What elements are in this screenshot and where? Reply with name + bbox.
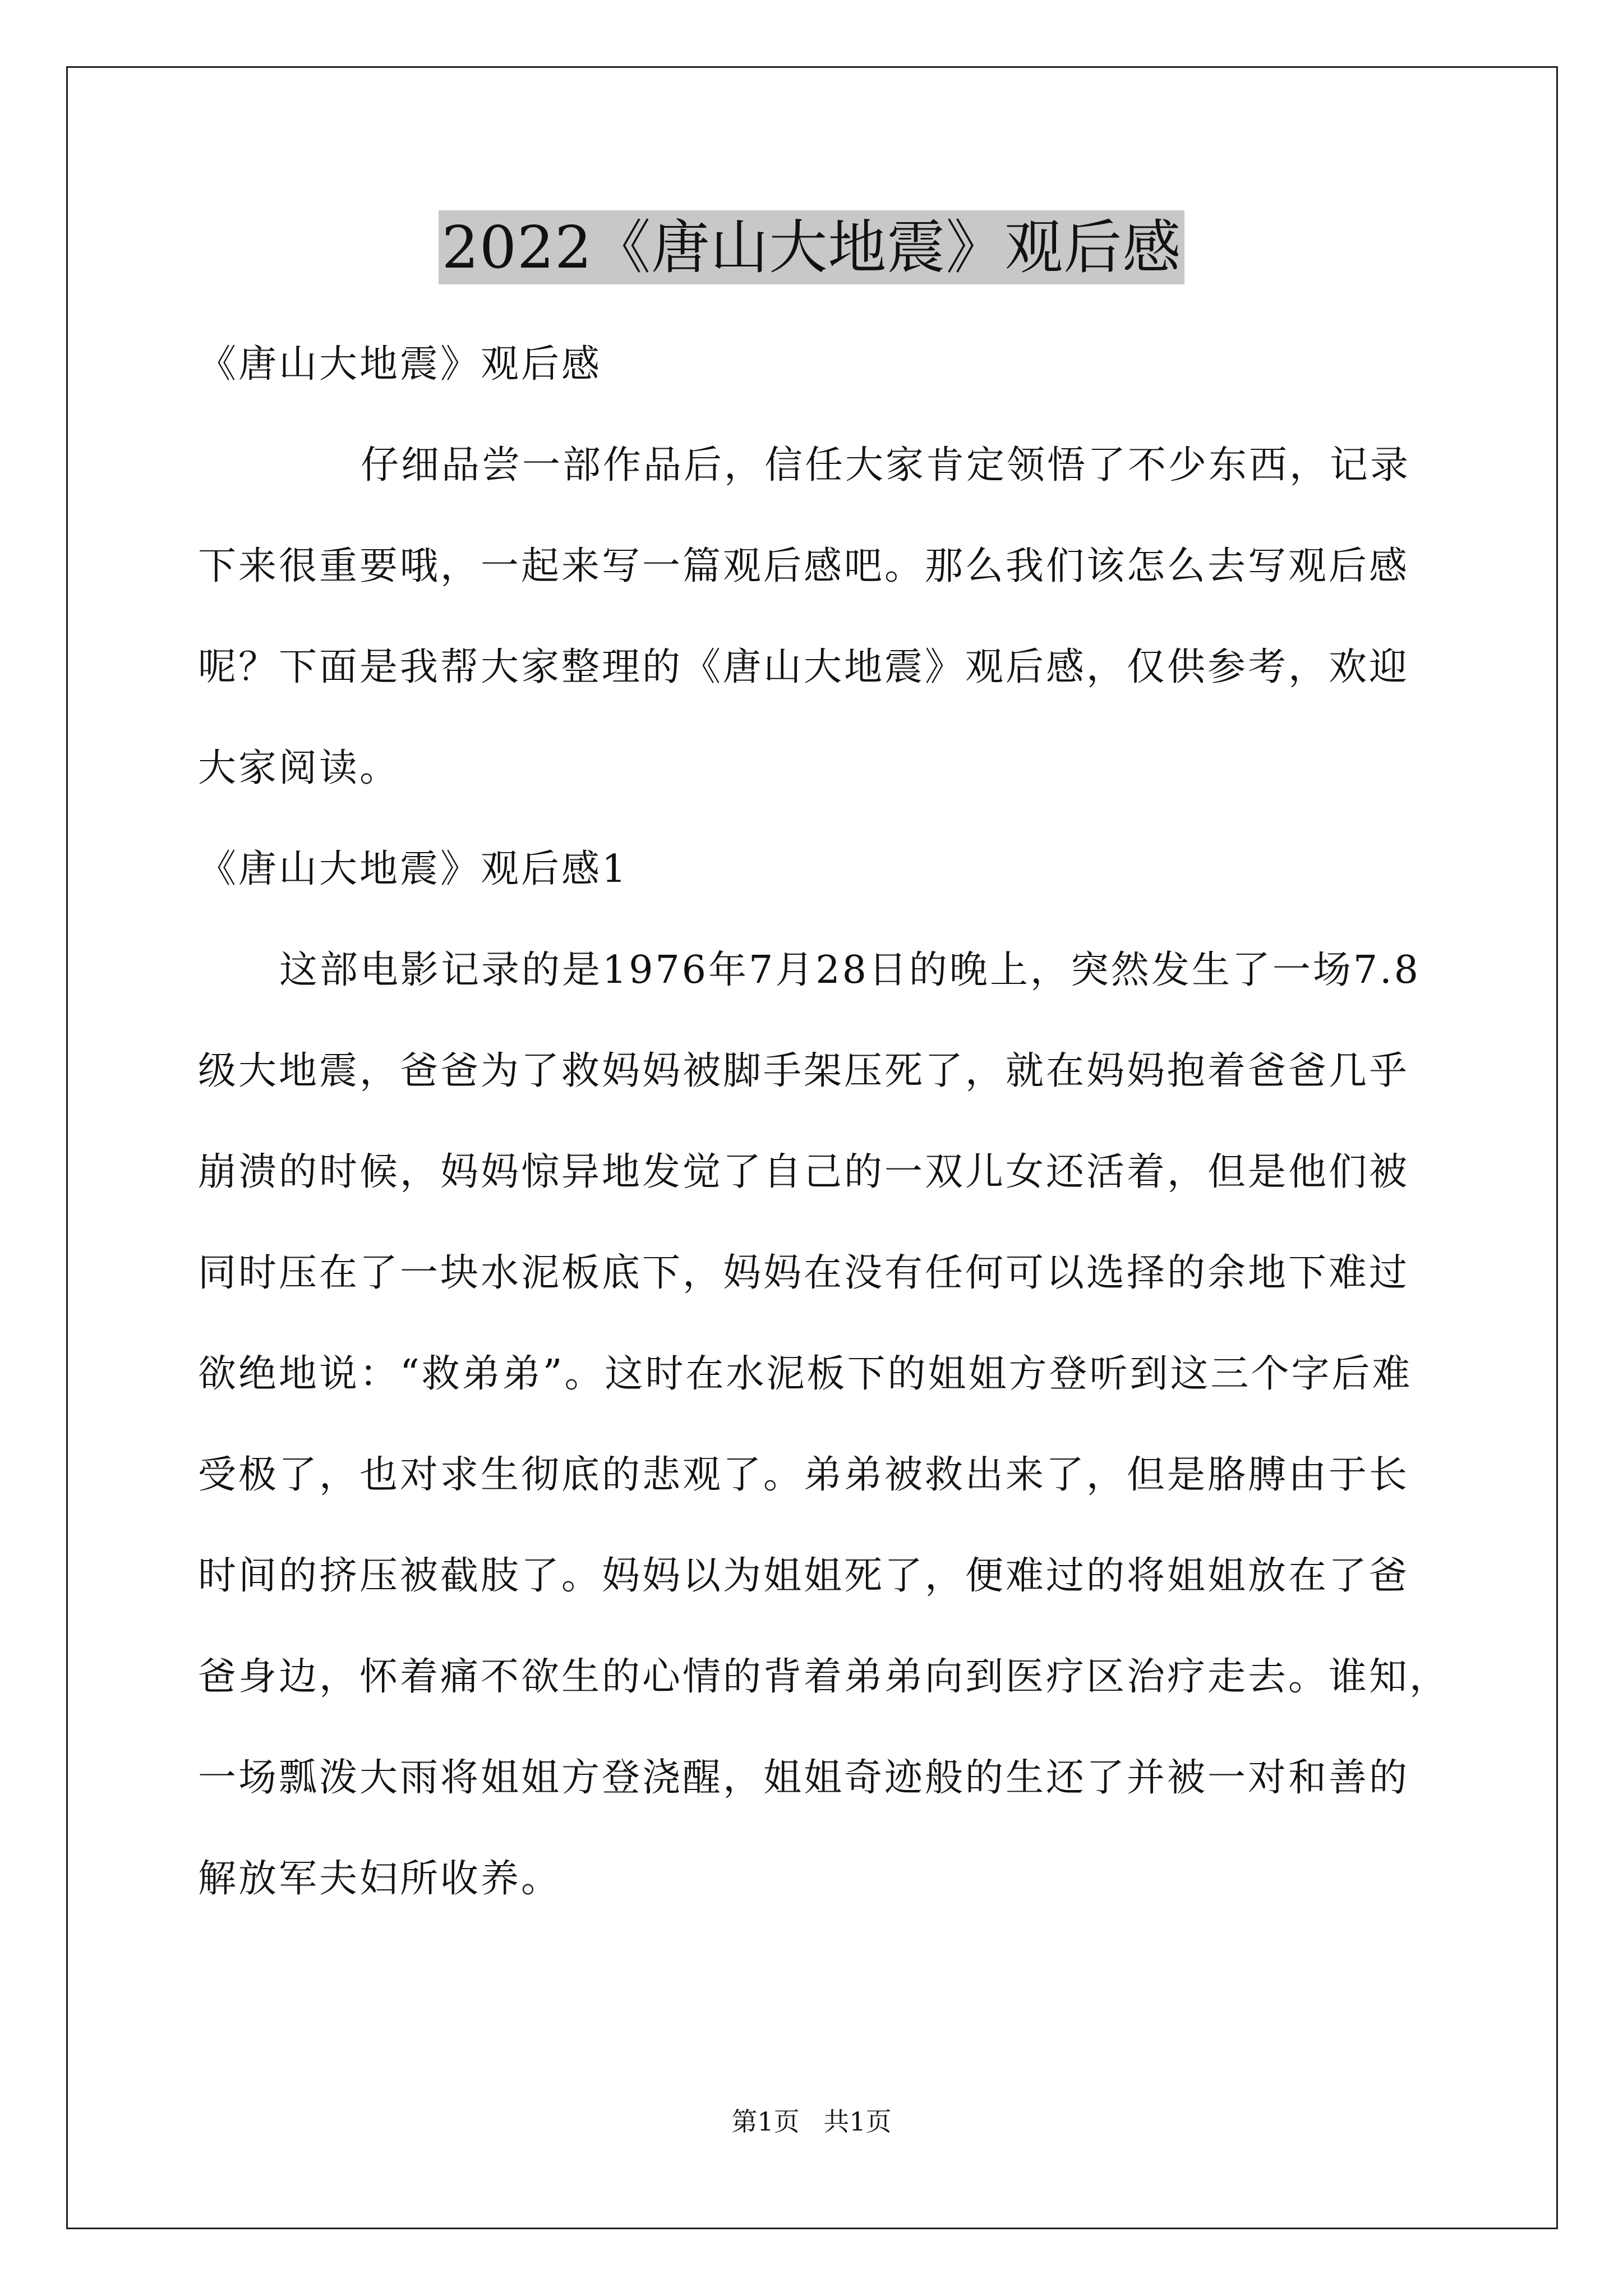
body-line: 同时压在了一块水泥板底下，妈妈在没有任何可以选择的余地下难过: [198, 1251, 1410, 1295]
body-line: 解放军夫妇所收养。: [198, 1857, 562, 1901]
title-container: [0, 210, 1623, 284]
body-line: 级大地震，爸爸为了救妈妈被脚手架压死了，就在妈妈抱着爸爸几乎: [198, 1049, 1410, 1093]
body-line: 爸身边，怀着痛不欲生的心情的背着弟弟向到医疗区治疗走去。谁知，: [198, 1655, 1450, 1699]
intro-line: 下来很重要哦，一起来写一篇观后感吧。那么我们该怎么去写观后感: [198, 544, 1410, 588]
section-heading: 《唐山大地震》观后感1: [198, 847, 629, 891]
intro-line: 仔细品尝一部作品后，信任大家肯定领悟了不少东西，记录: [361, 443, 1411, 487]
body-line: 受极了，也对求生彻底的悲观了。弟弟被救出来了，但是胳膊由于长: [198, 1453, 1410, 1497]
body-line: 崩溃的时候，妈妈惊异地发觉了自己的一双儿女还活着，但是他们被: [198, 1150, 1410, 1194]
body-line: 欲绝地说：“救弟弟”。这时在水泥板下的姐姐方登听到这三个字后难: [198, 1352, 1413, 1396]
page-number: 第1页: [731, 2106, 800, 2137]
document-title: 2022《唐山大地震》观后感: [439, 210, 1185, 284]
page-footer: [0, 2105, 1623, 2138]
page-count: 共1页: [823, 2106, 892, 2137]
body-line: 时间的挤压被截肢了。妈妈以为姐姐死了，便难过的将姐姐放在了爸: [198, 1554, 1410, 1598]
section-heading: 《唐山大地震》观后感: [198, 342, 602, 386]
body-line: 一场瓢泼大雨将姐姐方登浇醒，姐姐奇迹般的生还了并被一对和善的: [198, 1756, 1410, 1800]
body-line: 这部电影记录的是1976年7月28日的晚上，突然发生了一场7.8: [279, 948, 1421, 992]
intro-line: 大家阅读。: [198, 746, 400, 790]
intro-line: 呢？下面是我帮大家整理的《唐山大地震》观后感，仅供参考，欢迎: [198, 645, 1410, 689]
document-body: [198, 314, 1465, 1930]
